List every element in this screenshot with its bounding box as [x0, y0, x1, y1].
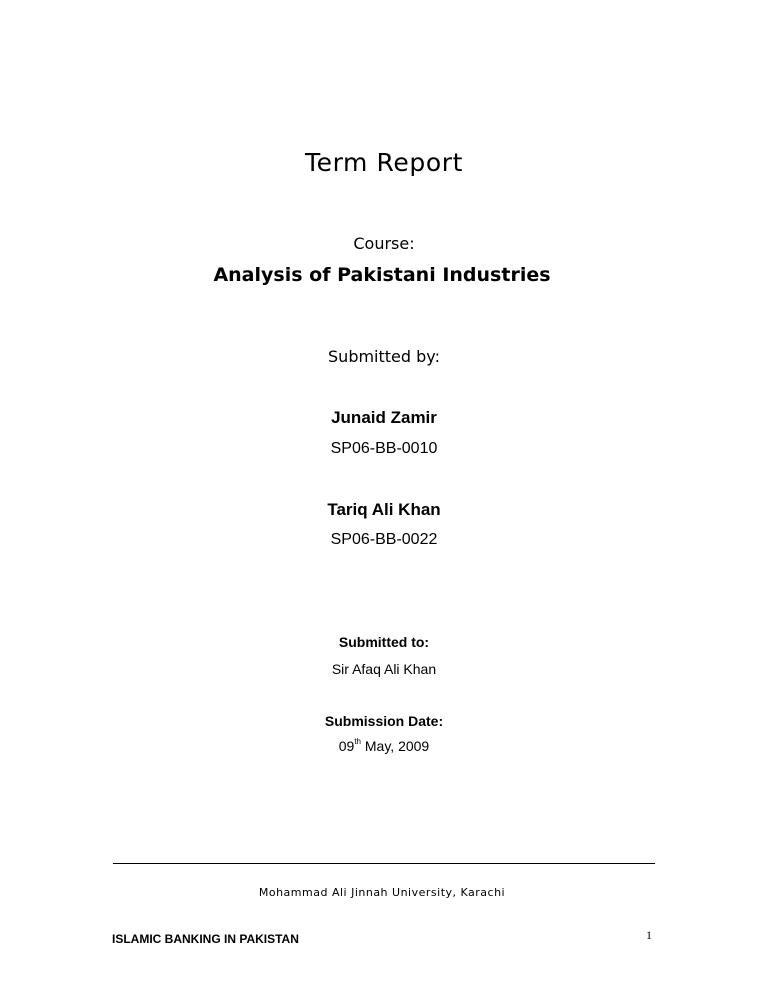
submission-date-label: Submission Date:	[324, 713, 444, 729]
footer-divider	[113, 863, 655, 864]
date-day: 09	[338, 738, 355, 754]
date-month-year: May, 2009	[361, 738, 430, 754]
page-number: 1	[646, 928, 652, 942]
student-id: SP06-BB-0010	[330, 440, 438, 457]
course-label: Course:	[353, 234, 415, 253]
student-name: Junaid Zamir	[331, 408, 437, 427]
submitted-by-label: Submitted by:	[328, 347, 440, 366]
report-title: Term Report	[304, 148, 464, 177]
submitted-to-label: Submitted to:	[338, 634, 430, 650]
running-head: ISLAMIC BANKING IN PAKISTAN	[112, 932, 299, 946]
student-id: SP06-BB-0022	[330, 531, 438, 548]
date-ordinal: th	[354, 737, 361, 746]
university-footer: Mohammad Ali Jinnah University, Karachi	[258, 886, 506, 899]
submitted-to-name: Sir Afaq Ali Khan	[331, 661, 437, 677]
student-name: Tariq Ali Khan	[327, 500, 441, 519]
course-name: Analysis of Pakistani Industries	[213, 264, 551, 286]
submission-date-value	[0, 738, 768, 754]
